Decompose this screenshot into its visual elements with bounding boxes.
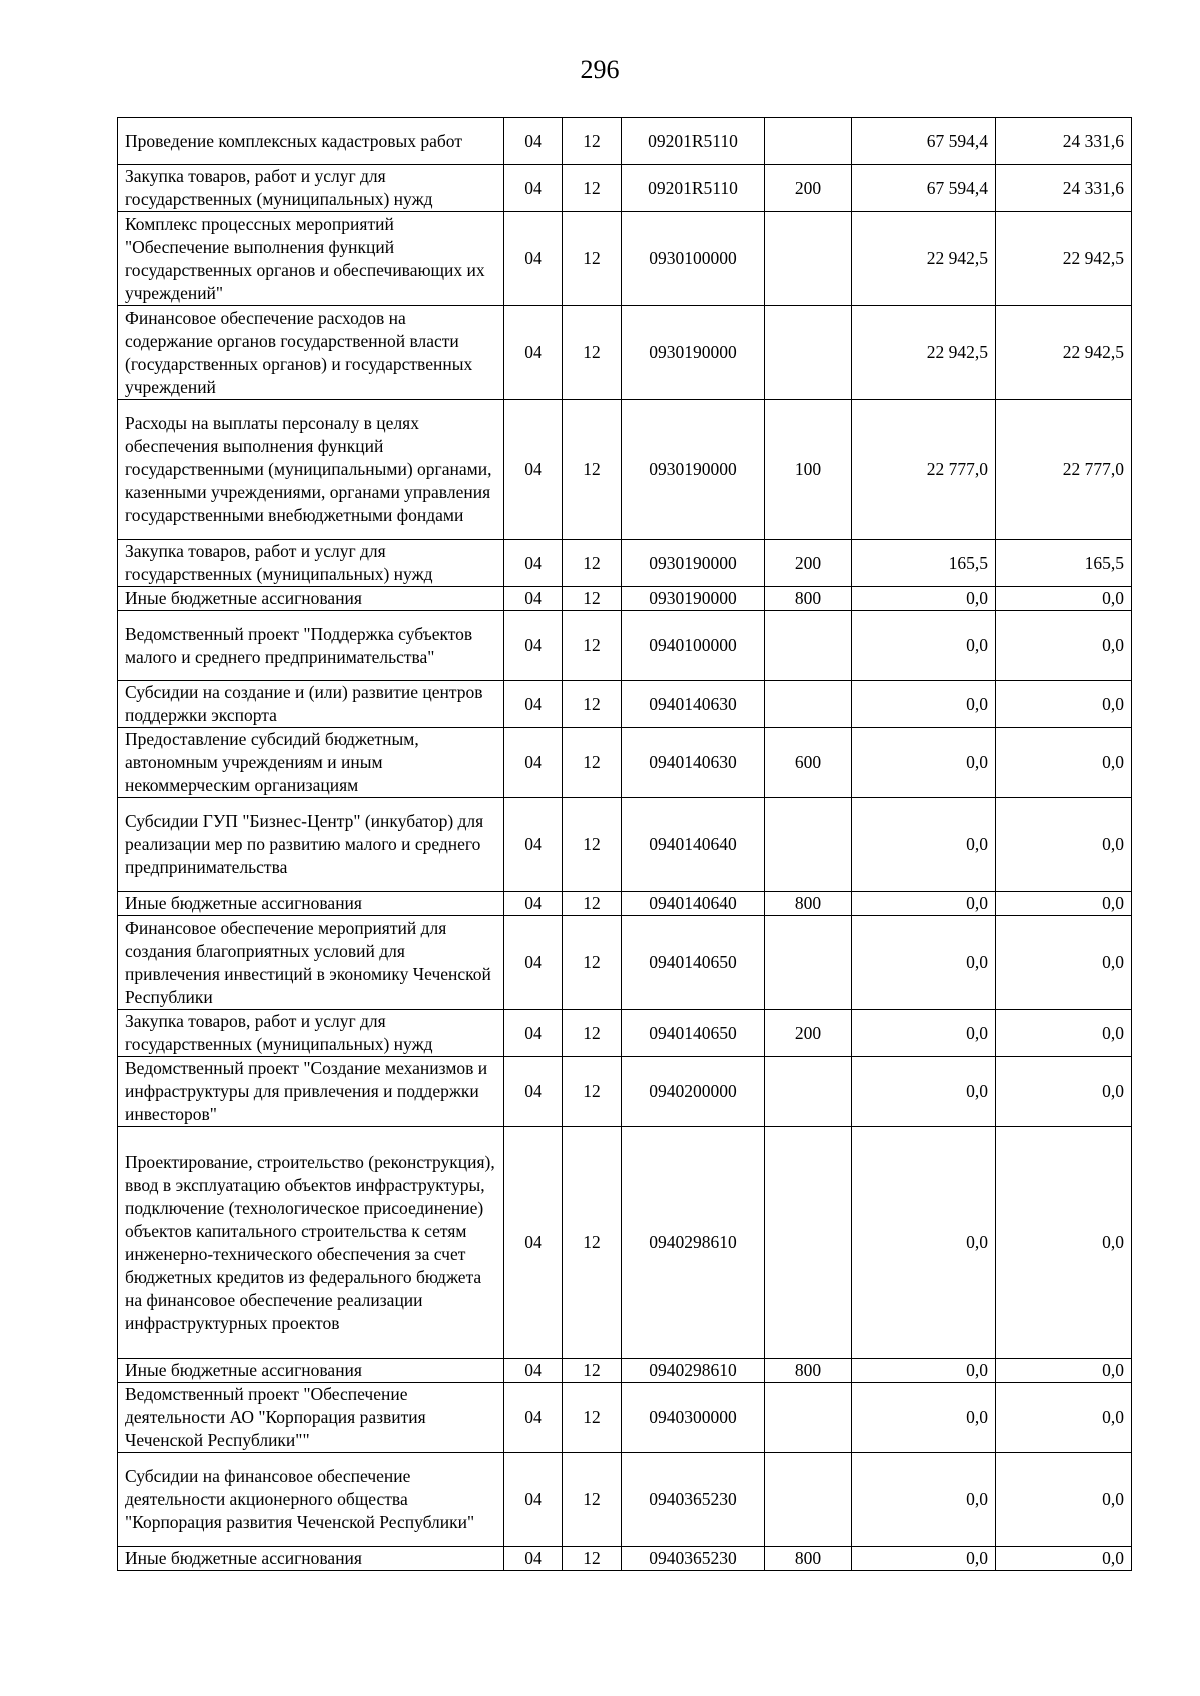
cell-subsection: 12	[563, 1547, 622, 1571]
cell-amount-1: 22 777,0	[852, 400, 996, 540]
cell-expense-type: 800	[765, 892, 852, 916]
table-body	[118, 118, 1132, 1571]
cell-amount-2: 165,5	[996, 540, 1132, 587]
cell-target-article: 0940365230	[622, 1547, 765, 1571]
cell-amount-2: 0,0	[996, 1057, 1132, 1127]
cell-expense-type	[765, 798, 852, 892]
cell-amount-2: 22 942,5	[996, 306, 1132, 400]
table-row	[118, 892, 1132, 916]
cell-section: 04	[504, 1010, 563, 1057]
cell-amount-2: 0,0	[996, 1359, 1132, 1383]
cell-name: Финансовое обеспечение расходов на содержание органов государственной власти (государственных органов) и государственных учреждений	[118, 306, 504, 400]
cell-expense-type	[765, 118, 852, 165]
cell-section: 04	[504, 1057, 563, 1127]
cell-target-article: 0940200000	[622, 1057, 765, 1127]
cell-name: Ведомственный проект "Обеспечение деятельности АО "Корпорация развития Чеченской Республики""	[118, 1383, 504, 1453]
cell-amount-2: 24 331,6	[996, 118, 1132, 165]
cell-subsection: 12	[563, 728, 622, 798]
budget-table	[117, 117, 1132, 1571]
cell-target-article: 0940140650	[622, 916, 765, 1010]
cell-section: 04	[504, 916, 563, 1010]
page-number: 296	[580, 55, 620, 84]
cell-target-article: 0940140640	[622, 892, 765, 916]
cell-section: 04	[504, 165, 563, 212]
cell-section: 04	[504, 892, 563, 916]
cell-amount-2: 22 777,0	[996, 400, 1132, 540]
cell-name: Проектирование, строительство (реконструкция), ввод в эксплуатацию объектов инфраструктуры, подключение (технологическое присоединение) объектов капитального строительства к сетям инженерно-технического обеспечения за счет бюджетных кредитов из федерального бюджета на финансовое обеспечение реализации инфраструктурных проектов	[118, 1127, 504, 1359]
cell-subsection: 12	[563, 1453, 622, 1547]
cell-amount-1: 0,0	[852, 728, 996, 798]
cell-amount-1: 67 594,4	[852, 165, 996, 212]
cell-name: Проведение комплексных кадастровых работ	[118, 118, 504, 165]
cell-expense-type	[765, 212, 852, 306]
cell-amount-1: 22 942,5	[852, 212, 996, 306]
cell-section: 04	[504, 587, 563, 611]
cell-target-article: 0930190000	[622, 587, 765, 611]
cell-amount-2: 0,0	[996, 1453, 1132, 1547]
cell-section: 04	[504, 1383, 563, 1453]
cell-amount-1: 0,0	[852, 916, 996, 1010]
cell-expense-type	[765, 1383, 852, 1453]
cell-target-article: 0940298610	[622, 1359, 765, 1383]
cell-name: Иные бюджетные ассигнования	[118, 892, 504, 916]
cell-target-article: 0940300000	[622, 1383, 765, 1453]
cell-expense-type: 200	[765, 540, 852, 587]
cell-subsection: 12	[563, 611, 622, 681]
cell-amount-2: 0,0	[996, 798, 1132, 892]
cell-expense-type	[765, 916, 852, 1010]
cell-target-article: 0930190000	[622, 540, 765, 587]
cell-name: Субсидии на создание и (или) развитие центров поддержки экспорта	[118, 681, 504, 728]
cell-expense-type	[765, 681, 852, 728]
table-row	[118, 1010, 1132, 1057]
cell-expense-type: 800	[765, 587, 852, 611]
cell-target-article: 0930190000	[622, 306, 765, 400]
cell-expense-type	[765, 611, 852, 681]
cell-subsection: 12	[563, 681, 622, 728]
cell-section: 04	[504, 118, 563, 165]
cell-name: Расходы на выплаты персоналу в целях обеспечения выполнения функций государственными (муниципальными) органами, казенными учреждениями, органами управления государственными внебюджетными фондами	[118, 400, 504, 540]
cell-subsection: 12	[563, 1010, 622, 1057]
cell-name: Ведомственный проект "Поддержка субъектов малого и среднего предпринимательства"	[118, 611, 504, 681]
cell-name: Субсидии на финансовое обеспечение деятельности акционерного общества "Корпорация развития Чеченской Республики"	[118, 1453, 504, 1547]
cell-subsection: 12	[563, 118, 622, 165]
cell-section: 04	[504, 681, 563, 728]
table-row	[118, 1359, 1132, 1383]
cell-amount-1: 0,0	[852, 611, 996, 681]
cell-expense-type: 600	[765, 728, 852, 798]
cell-amount-1: 67 594,4	[852, 118, 996, 165]
cell-amount-1: 0,0	[852, 1359, 996, 1383]
table-row	[118, 306, 1132, 400]
cell-name: Закупка товаров, работ и услуг для государственных (муниципальных) нужд	[118, 165, 504, 212]
cell-subsection: 12	[563, 306, 622, 400]
cell-amount-2: 0,0	[996, 1383, 1132, 1453]
cell-subsection: 12	[563, 1127, 622, 1359]
cell-name: Иные бюджетные ассигнования	[118, 587, 504, 611]
cell-amount-1: 22 942,5	[852, 306, 996, 400]
table-row	[118, 1127, 1132, 1359]
cell-target-article: 0940140630	[622, 681, 765, 728]
cell-amount-1: 165,5	[852, 540, 996, 587]
cell-amount-2: 0,0	[996, 1547, 1132, 1571]
cell-amount-2: 24 331,6	[996, 165, 1132, 212]
cell-subsection: 12	[563, 916, 622, 1010]
cell-expense-type: 100	[765, 400, 852, 540]
table-row	[118, 587, 1132, 611]
cell-expense-type	[765, 1057, 852, 1127]
table-row	[118, 1547, 1132, 1571]
cell-target-article: 0940365230	[622, 1453, 765, 1547]
cell-amount-1: 0,0	[852, 892, 996, 916]
cell-section: 04	[504, 306, 563, 400]
cell-target-article: 09201R5110	[622, 118, 765, 165]
cell-amount-1: 0,0	[852, 1383, 996, 1453]
cell-subsection: 12	[563, 212, 622, 306]
cell-name: Предоставление субсидий бюджетным, автономным учреждениям и иным некоммерческим организациям	[118, 728, 504, 798]
cell-amount-1: 0,0	[852, 681, 996, 728]
cell-subsection: 12	[563, 1359, 622, 1383]
cell-name: Ведомственный проект "Создание механизмов и инфраструктуры для привлечения и поддержки инвесторов"	[118, 1057, 504, 1127]
cell-target-article: 0930100000	[622, 212, 765, 306]
cell-name: Иные бюджетные ассигнования	[118, 1547, 504, 1571]
cell-name: Закупка товаров, работ и услуг для государственных (муниципальных) нужд	[118, 540, 504, 587]
cell-section: 04	[504, 611, 563, 681]
cell-amount-1: 0,0	[852, 1453, 996, 1547]
cell-amount-2: 0,0	[996, 1127, 1132, 1359]
cell-amount-1: 0,0	[852, 1547, 996, 1571]
cell-amount-1: 0,0	[852, 1127, 996, 1359]
cell-target-article: 0940140630	[622, 728, 765, 798]
cell-expense-type: 800	[765, 1359, 852, 1383]
cell-section: 04	[504, 400, 563, 540]
table-row	[118, 916, 1132, 1010]
cell-expense-type: 800	[765, 1547, 852, 1571]
cell-target-article: 0940140640	[622, 798, 765, 892]
cell-section: 04	[504, 798, 563, 892]
cell-name: Иные бюджетные ассигнования	[118, 1359, 504, 1383]
cell-section: 04	[504, 728, 563, 798]
cell-section: 04	[504, 540, 563, 587]
cell-expense-type	[765, 306, 852, 400]
cell-amount-1: 0,0	[852, 798, 996, 892]
table-row	[118, 611, 1132, 681]
cell-amount-1: 0,0	[852, 1057, 996, 1127]
table-row	[118, 681, 1132, 728]
table-row	[118, 1057, 1132, 1127]
cell-subsection: 12	[563, 540, 622, 587]
cell-target-article: 09201R5110	[622, 165, 765, 212]
cell-subsection: 12	[563, 400, 622, 540]
table-row	[118, 212, 1132, 306]
cell-amount-2: 0,0	[996, 611, 1132, 681]
cell-section: 04	[504, 1547, 563, 1571]
table-row	[118, 1383, 1132, 1453]
cell-subsection: 12	[563, 587, 622, 611]
cell-amount-2: 0,0	[996, 1010, 1132, 1057]
cell-subsection: 12	[563, 1057, 622, 1127]
cell-amount-1: 0,0	[852, 587, 996, 611]
cell-amount-2: 0,0	[996, 587, 1132, 611]
cell-amount-2: 0,0	[996, 916, 1132, 1010]
cell-section: 04	[504, 1127, 563, 1359]
cell-target-article: 0940140650	[622, 1010, 765, 1057]
cell-name: Субсидии ГУП "Бизнес-Центр" (инкубатор) для реализации мер по развитию малого и среднего предпринимательства	[118, 798, 504, 892]
cell-name: Комплекс процессных мероприятий "Обеспечение выполнения функций государственных органов и обеспечивающих их учреждений"	[118, 212, 504, 306]
table-row	[118, 798, 1132, 892]
cell-section: 04	[504, 212, 563, 306]
cell-expense-type: 200	[765, 165, 852, 212]
table-row	[118, 728, 1132, 798]
cell-expense-type: 200	[765, 1010, 852, 1057]
cell-section: 04	[504, 1359, 563, 1383]
cell-name: Финансовое обеспечение мероприятий для создания благоприятных условий для привлечения инвестиций в экономику Чеченской Республики	[118, 916, 504, 1010]
cell-amount-2: 22 942,5	[996, 212, 1132, 306]
table-row	[118, 1453, 1132, 1547]
table-row	[118, 540, 1132, 587]
cell-target-article: 0940100000	[622, 611, 765, 681]
cell-subsection: 12	[563, 798, 622, 892]
cell-amount-2: 0,0	[996, 892, 1132, 916]
cell-subsection: 12	[563, 1383, 622, 1453]
table-row	[118, 118, 1132, 165]
cell-amount-1: 0,0	[852, 1010, 996, 1057]
cell-expense-type	[765, 1127, 852, 1359]
cell-amount-2: 0,0	[996, 681, 1132, 728]
cell-expense-type	[765, 1453, 852, 1547]
table-row	[118, 400, 1132, 540]
cell-subsection: 12	[563, 892, 622, 916]
cell-amount-2: 0,0	[996, 728, 1132, 798]
cell-subsection: 12	[563, 165, 622, 212]
cell-section: 04	[504, 1453, 563, 1547]
table-row	[118, 165, 1132, 212]
cell-target-article: 0940298610	[622, 1127, 765, 1359]
cell-target-article: 0930190000	[622, 400, 765, 540]
cell-name: Закупка товаров, работ и услуг для государственных (муниципальных) нужд	[118, 1010, 504, 1057]
